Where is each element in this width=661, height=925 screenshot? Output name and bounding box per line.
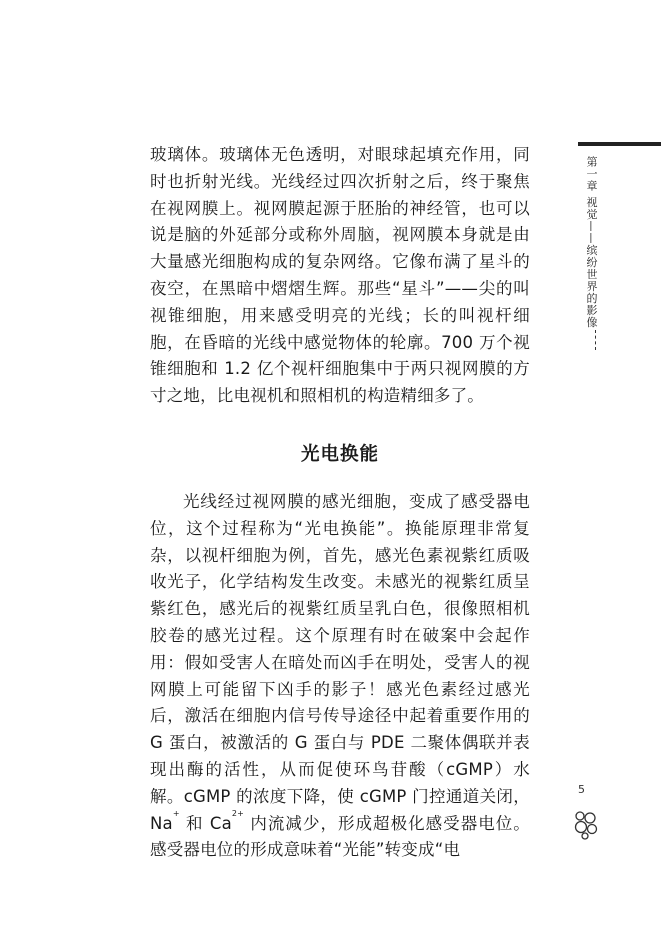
chapter-running-header: 第一章 视觉——缤纷世界的影像 [585, 156, 598, 329]
bubbles-icon [573, 810, 599, 840]
chapter-rule [578, 142, 661, 146]
paragraph-text: 和 Ca [179, 813, 232, 833]
ion-charge: 2+ [231, 808, 245, 818]
section-title: 光电换能 [300, 444, 379, 465]
paragraph-text: 光线经过视网膜的感光细胞，变成了感受器电位，这个过程称为“光电换能”。换能原理非常复杂，以视杆细胞为例，首先，感光色素视紫红质吸收光子，化学结构发生改变。未感光的视紫红质呈紫红色，感光后的视紫红质呈乳白色，很像照相机胶卷的感光过程。这个原理有时在破案中会起作用：假如受害人在暗处而凶手在明处，受害人的视网膜上可能留下凶手的影子！感光色素经过感光后，激活在细胞内信号传导途径中起着重要作用的 G 蛋白，被激活的 G 蛋白与 PDE 二聚体偶联并表现出酶的活性，从而促使环鸟苷酸（cGMP）水解。cGMP 的浓度下降，使 cGMP 门控通道关闭，Na [150, 492, 530, 833]
page-number: 5 [578, 783, 585, 796]
ion-charge: + [172, 808, 180, 818]
body-paragraph: 玻璃体。玻璃体无色透明，对眼球起填充作用，同时也折射光线。光线经过四次折射之后，终于聚焦在视网膜上。视网膜起源于胚胎的神经管，也可以说是脑的外延部分或称外周脑，视网膜本身就是由大量感光细胞构成的复杂网络。它像布满了星斗的夜空，在黑暗中熠熠生辉。那些“星斗”——尖的叫视锥细胞，用来感受明亮的光线；长的叫视杆细胞，在昏暗的光线中感觉物体的轮廓。700 万个视锥细胞和 1.2 亿个视杆细胞集中于两只视网膜的方寸之地，比电视机和照相机的构造精细多了。 [150, 145, 530, 406]
body-paragraph [150, 489, 530, 864]
paragraph-text: 内流减少，形成超极化感受器电位。感受器电位的形成意味着“光能”转变成“电 [150, 813, 530, 860]
chapter-dash-mark [591, 330, 596, 350]
